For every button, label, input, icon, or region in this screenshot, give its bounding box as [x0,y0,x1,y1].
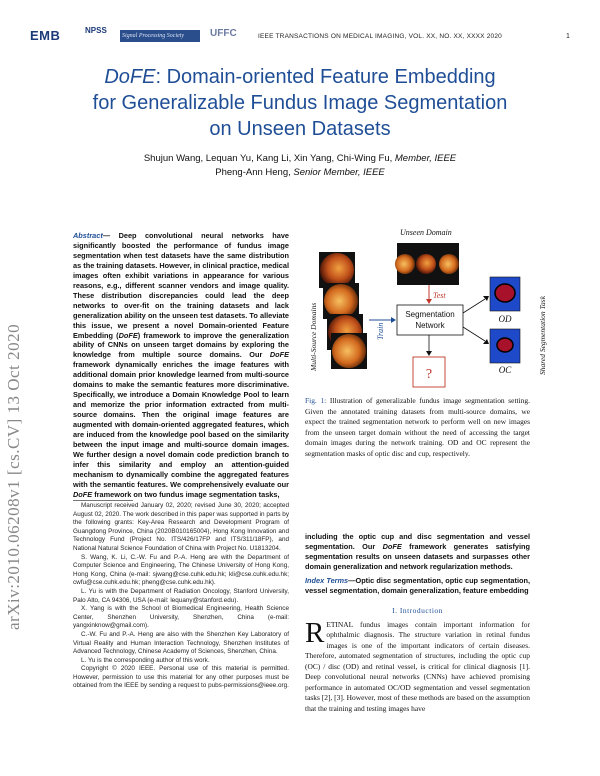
abstract-text-2: ) framework to improve the generalization ability of CNNs on unseen target domains by exploring the knowledge from multiple source domains. Our [73,330,289,360]
source-domain-images [319,252,367,369]
arxiv-text: arXiv:2010.06208v1 [cs.CV] 13 Oct 2020 [4,323,23,630]
title-acronym: DoFE [104,66,156,88]
od-label: OD [498,314,512,324]
oc-label: OC [498,365,512,375]
output-arrow [463,327,485,341]
fundus-icon [395,254,415,274]
shared-task-label: Shared Segmentation Task [538,295,547,375]
npss-logo: NPSS [85,26,107,35]
oc-mask-shape [497,338,513,352]
footnote: S. Wang, K. Li, C.-W. Fu and P.-A. Heng are with the Department of Computer Science and Engineering, The Chinese University of Hong Kong, Hong Kong, China (e-mail: sjwang@cse.cuhk.edu.hk; kli@cse.cuhk.edu.hk; cwfu@cse.cuhk.edu.hk; pheng@cse.cuhk.edu.hk). [73,553,289,587]
abstract-text-1: — Deep convolutional neural networks have significantly boosted the performance of fundus image segmentation when test datasets have the same distribution as the training datasets. However, in clinical practice, medical images often exhibit variations in appearance for various reasons, e.g., different scanner vendors and image quality. These distribution discrepancies could lead the deep networks to over-fit on the training datasets and lack generalization ability on the unseen test datasets. To alleviate this issue, we present a novel Domain-oriented Feature Embedding ( [73,231,289,340]
arxiv-stamp [4,200,34,630]
unseen-domain-label: Unseen Domain [400,228,452,237]
publisher-logos [30,20,245,48]
emb-logo: EMB [30,28,61,43]
author-names: Shujun Wang, Lequan Yu, Kang Li, Xin Yang, Chi-Wing Fu, [143,153,393,164]
uffc-logo: UFFC [210,28,237,39]
paper-title [40,64,560,142]
footnotes [73,502,289,691]
abstract-dofe-1: DoFE [118,330,138,340]
fundus-icon [416,254,436,274]
train-label: Train [376,322,385,340]
abstract-continued [305,532,530,572]
od-mask-shape [495,284,515,302]
caption-label: Fig. 1: [305,396,327,405]
question-arrowhead [426,351,432,356]
fundus-icon [439,254,459,274]
footnote: Copyright © 2020 IEEE. Personal use of this material is permitted. However, permission to use this material for any other purposes must be obtained from the IEEE by sending a request to pubs-permissions@ieee.org. [73,665,289,690]
introduction-paragraph [305,617,530,714]
author-heng: Pheng-Ann Heng, [215,167,291,178]
fundus-icon [320,253,354,287]
abstract-cont-1: including the optic cup and disc segmentation and vessel segmentation. Our [305,532,530,551]
test-label: Test [433,291,446,300]
intro-lead: ETINAL [326,620,354,629]
network-label-2: Network [415,321,445,330]
output-arrowhead [483,339,489,344]
unseen-domain-images [395,243,459,285]
author-member: Member, IEEE [394,153,457,164]
caption-text: Illustration of generalizable fundus image segmentation setting. Given the annotated training datasets from multi-source domains, we expect the trained segmentation network to perform well on new images from the unseen target domain without the need of accessing the target domain images during the network training. OD and OC represent the segmentation masks of optic disc and cup, respectively. [305,396,530,458]
title-line-2: for Generalizable Fundus Image Segmentation [92,92,508,114]
fundus-icon [332,334,366,368]
author-senior: Senior Member, IEEE [293,167,385,178]
footnote: Manuscript received January 02, 2020; revised June 30, 2020; accepted August 02, 2020. The work described in this paper was supported in parts by the following grants: Key-Area Research and Development Program of Guangdong Province, China (2020B010165004), Hong Kong Innovation and Technology Fund (Project No. ITS/426/17FP and ITS/311/18FP), and National Natural Science Foundation of China with Project No. U1813204. [73,502,289,552]
output-arrowhead [483,296,489,301]
train-arrowhead [391,317,396,323]
multi-source-label: Multi-Source Domains [309,302,318,371]
fundus-icon [324,284,358,318]
footnote: X. Yang is with the School of Biomedical Engineering, Health Science Center, Shenzhen University, Shenzhen, China (e-mail: yangxinknow@gmail.com). [73,605,289,630]
abstract-dofe-4: DoFE [382,541,402,551]
footnote: L. Yu is with the Department of Radiation Oncology, Stanford University, Palo Alto, CA 94306, USA (e-mail: lequany@stanford.edu). [73,587,289,604]
intro-text: fundus images contain important information for ophthalmic diagnosis. The structure variation in retinal fundus images is one of the important indicators of certain diseases. Therefore, automated segmentation of structures, including the optic cup (OC) / disc (OD) and retinal vessel, is critical for clinical diagnosis [1]. Deep convolutional neural networks (CNNs) have achieved promising performance in automated OC/OD segmentation and vessel segmentation tasks [2], [3]. However, most of these methods are based on the assumption that the training and testing images have [305,620,530,713]
figure-1 [305,225,555,393]
question-mark: ? [425,367,433,382]
footnote: C.-W. Fu and P.-A. Heng are also with the Shenzhen Key Laboratory of Virtual Reality and Human Interaction Technology, Shenzhen Institutes of Advanced Technology, Chinese Academy of Sciences, Shenzhen, China. [73,630,289,656]
footnote: L. Yu is the corresponding author of this work. [81,656,210,664]
abstract [73,231,289,500]
abstract-label: Abstract [73,231,103,240]
index-terms-text: —Optic disc segmentation, optic cup segmentation, vessel segmentation, domain generalization, feature embedding [305,576,531,595]
title-line-1: : Domain-oriented Feature Embedding [155,66,496,88]
footnote-rule [73,500,133,501]
journal-header: IEEE TRANSACTIONS ON MEDICAL IMAGING, VOL. XX, NO. XX, XXXX 2020 [258,33,502,40]
test-arrowhead [426,299,432,304]
network-label-1: Segmentation [405,310,455,319]
page-number: 1 [566,33,570,40]
figure-caption [305,396,530,459]
abstract-dofe-3: DoFE [73,489,93,499]
abstract-cont-2: framework generates satisfying segmentation results on unseen datasets and surpasses other domain generalization and network regularization methods. [305,541,530,571]
abstract-text-3: framework dynamically enriches the image features with additional domain prior knowledge learned from multi-source domains to make the semantic features more discriminative. Specifically, we introduce a Domain Knowledge Pool to learn and memorize the prior information extracted from multi-source domains. Then the original image features are augmented with domain-oriented aggregated features, which are induced from the knowledge pool based on the similarity between the input image and multi-source domain images. We further design a novel domain code prediction branch to infer this similarity and employ an attention-guided mechanism to dynamically combine the aggregated features with the semantic features. We comprehensively evaluate our [73,360,289,489]
signal-processing-logo [120,30,200,42]
author-list [40,152,560,180]
abstract-dofe-2: DoFE [269,350,289,360]
abstract-text-4: framework on two fundus image segmentation tasks, [92,489,280,499]
logo-bar-text: Signal Processing Society [122,33,185,39]
section-heading: I. Introduction [392,606,443,615]
output-arrow [463,299,485,313]
drop-cap: R [305,617,325,649]
index-terms-label: Index Terms [305,576,349,585]
title-line-3: on Unseen Datasets [209,118,391,140]
index-terms [305,576,530,596]
